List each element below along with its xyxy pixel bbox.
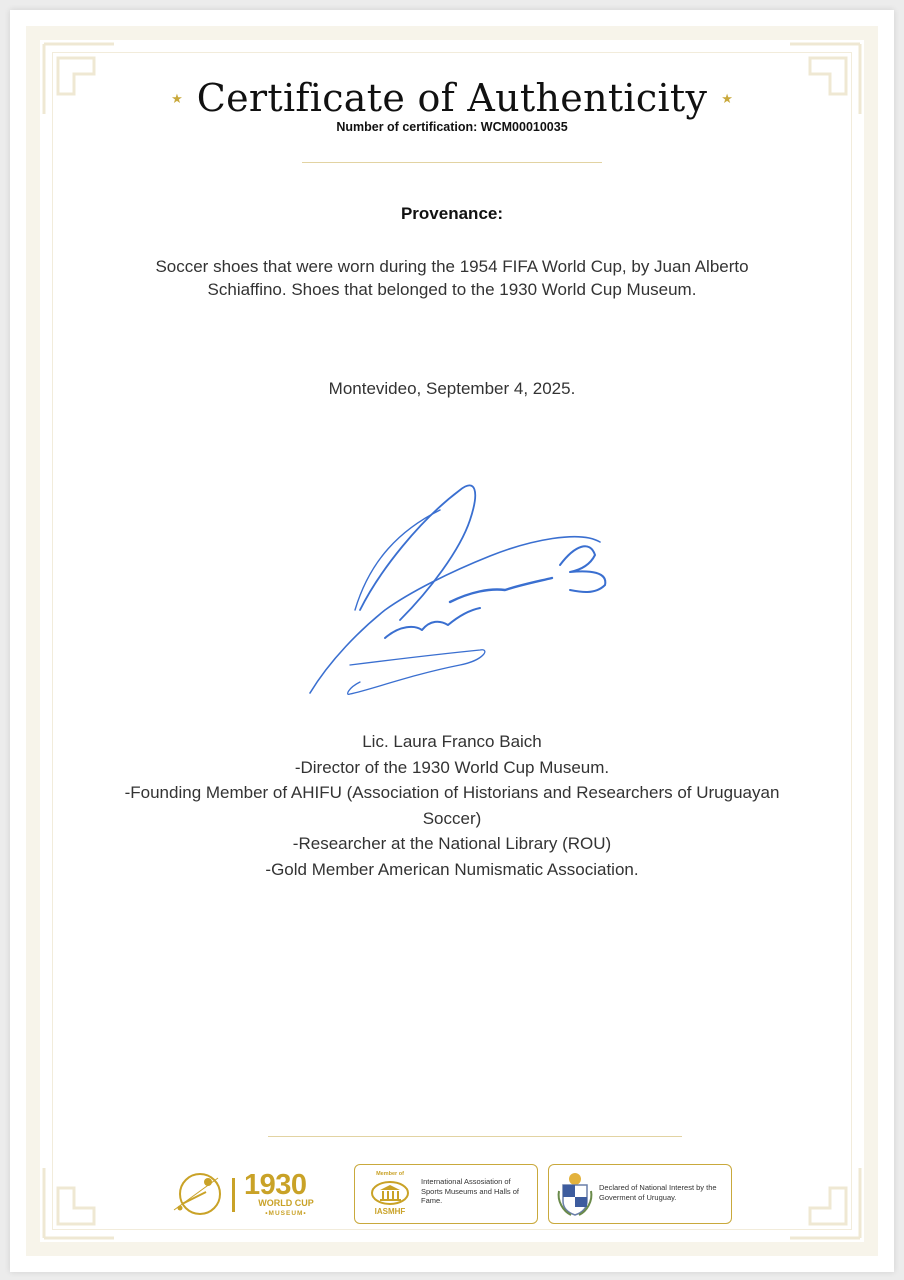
divider [302, 162, 602, 163]
provenance-heading: Provenance: [400, 204, 504, 223]
divider [268, 1136, 682, 1137]
museum-logo [170, 1168, 330, 1224]
national-interest-badge [548, 1164, 732, 1224]
logo-divider [232, 1178, 235, 1212]
handwritten-signature [290, 460, 620, 700]
signer-credentials [110, 729, 794, 882]
museum-logo-year: 1930 [244, 1169, 307, 1201]
signer-credential: -Researcher at the National Library (ROU) [292, 834, 612, 853]
signer-credential: -Founding Member of AHIFU (Association of Historians and Researchers of Uruguayan Soccer) [124, 783, 780, 828]
footer-logos [170, 1164, 740, 1224]
corner-ornament [24, 1138, 144, 1258]
certificate-title: Certificate of Authenticity [196, 76, 708, 120]
uruguay-coat-of-arms-icon [555, 1171, 595, 1217]
museum-logo-line2: •MUSEUM• [265, 1210, 307, 1217]
title-row [10, 76, 894, 120]
star-icon: ★ [171, 90, 183, 106]
certification-number: Number of certification: WCM00010035 [336, 120, 568, 134]
museum-building-icon [363, 1171, 413, 1217]
signer-credential: -Gold Member American Numismatic Association. [265, 859, 639, 879]
member-of-label: Member of [376, 1171, 404, 1177]
iasmhf-acronym: IASMHF [374, 1207, 406, 1216]
certificate-page [10, 10, 894, 1272]
corner-ornament [760, 1138, 880, 1258]
national-interest-text: Declared of National Interest by the Goverment of Uruguay. [599, 1183, 717, 1202]
signer-credential: -Director of the 1930 World Cup Museum. [294, 757, 610, 777]
star-icon: ★ [721, 90, 733, 106]
soccer-player-icon [170, 1170, 224, 1220]
provenance-text: Soccer shoes that were worn during the 1954 FIFA World Cup, by Juan Alberto Schiaffino. Shoes that belonged to the 1930 World Cup Museum. [155, 257, 749, 299]
iasmhf-text: International Assosiation of Sports Museums and Halls of Fame. [421, 1177, 519, 1205]
iasmhf-badge [354, 1164, 538, 1224]
place-date: Montevideo, September 4, 2025. [328, 379, 576, 398]
museum-logo-line1: WORLD CUP [258, 1198, 314, 1208]
signer-name: Lic. Laura Franco Baich [362, 732, 542, 751]
